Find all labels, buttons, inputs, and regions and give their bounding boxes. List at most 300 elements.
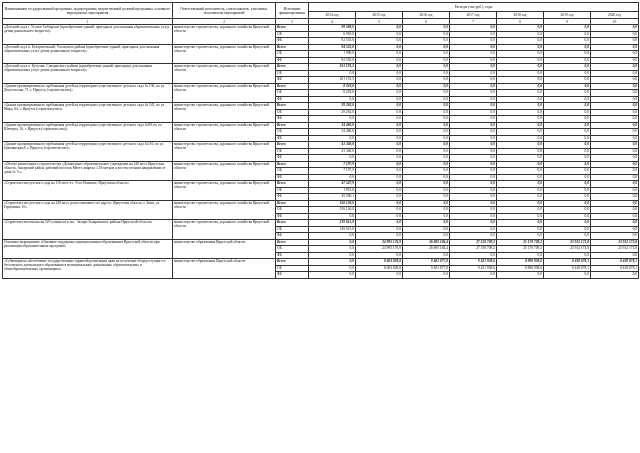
expense-value-cell: 0,0 xyxy=(544,252,591,259)
expense-value-cell: 0,0 xyxy=(356,90,403,97)
expense-value-cell: 0,0 xyxy=(497,220,544,227)
funding-source-cell: ФБ xyxy=(276,116,309,123)
expense-value-cell: 0,0 xyxy=(450,161,497,168)
expense-value-cell: 0,0 xyxy=(497,57,544,64)
expense-value-cell: 92 535,0 xyxy=(309,38,356,45)
expense-value-cell: 24 995 176,9 xyxy=(356,246,403,253)
expense-value-cell: 0,0 xyxy=(591,103,639,110)
expense-value-cell: 0,0 xyxy=(450,220,497,227)
expense-value-cell: 0,0 xyxy=(544,226,591,233)
expense-value-cell: 0,0 xyxy=(356,181,403,188)
funding-source-cell: ОБ xyxy=(276,265,309,272)
funding-source-cell: ФБ xyxy=(276,77,309,84)
expense-value-cell: 0,0 xyxy=(356,148,403,155)
expense-value-cell: 0,0 xyxy=(591,90,639,97)
expense-value-cell: 0,0 xyxy=(403,181,450,188)
expense-value-cell: 0,0 xyxy=(356,220,403,227)
expense-value-cell: 0,0 xyxy=(544,70,591,77)
funding-source-cell: ФБ xyxy=(276,155,309,162)
expense-value-cell: 25 170 709,2 xyxy=(497,246,544,253)
funding-source-cell: ОБ xyxy=(276,207,309,214)
expense-value-cell: 0,0 xyxy=(544,96,591,103)
expense-value-cell: 0,0 xyxy=(497,194,544,201)
activity-name-cell: «Строительство детского сада на 110 мест в г. Усть-Илимске, Иркутская область» xyxy=(3,181,173,201)
header-year: 2014 год xyxy=(309,12,356,19)
expense-value-cell: 0,0 xyxy=(356,272,403,279)
expense-value-cell: 9 481 877,8 xyxy=(403,265,450,272)
expense-value-cell: 0,0 xyxy=(497,129,544,136)
funding-source-cell: ФБ xyxy=(276,213,309,220)
expense-value-cell: 0,0 xyxy=(544,64,591,71)
expense-value-cell: 8 438 878,1 xyxy=(591,259,639,266)
expense-value-cell: 8 890 938,6 xyxy=(497,265,544,272)
expense-value-cell: 0,0 xyxy=(450,187,497,194)
expense-value-cell: 8 438 878,1 xyxy=(591,265,639,272)
expense-value-cell: 0,0 xyxy=(497,168,544,175)
funding-source-cell: Всего xyxy=(276,122,309,129)
expense-value-cell: 0,0 xyxy=(309,174,356,181)
expense-value-cell: 0,0 xyxy=(591,252,639,259)
expense-value-cell: 9 421 938,6 xyxy=(450,265,497,272)
expense-value-cell: 0,0 xyxy=(403,77,450,84)
expense-value-cell: 0,0 xyxy=(403,148,450,155)
expense-value-cell: 0,0 xyxy=(544,38,591,45)
expense-value-cell: 0,0 xyxy=(450,64,497,71)
expense-value-cell: 0,0 xyxy=(403,96,450,103)
expense-value-cell: 9 421 938,6 xyxy=(450,259,497,266)
funding-source-cell: ФБ xyxy=(276,135,309,142)
header-expenses: Расходы (тыс.руб.), годы xyxy=(309,3,639,12)
expense-value-cell: 0,0 xyxy=(544,25,591,32)
funding-source-cell: ОБ xyxy=(276,31,309,38)
funding-source-cell: ОБ xyxy=(276,109,309,116)
funding-source-cell: Всего xyxy=(276,83,309,90)
expense-value-cell: 0,0 xyxy=(356,226,403,233)
expense-value-cell: 0,0 xyxy=(403,109,450,116)
expense-value-cell: 0,0 xyxy=(450,272,497,279)
funding-source-cell: Всего xyxy=(276,200,309,207)
expense-value-cell: 0,0 xyxy=(356,200,403,207)
expense-value-cell: 0,0 xyxy=(591,168,639,175)
funding-source-cell: Всего xyxy=(276,25,309,32)
header-year: 2015 год xyxy=(356,12,403,19)
expense-value-cell: 0,0 xyxy=(450,168,497,175)
funding-source-cell: Всего xyxy=(276,142,309,149)
expense-value-cell: 41 340,0 xyxy=(309,142,356,149)
expense-value-cell: 0,0 xyxy=(544,200,591,207)
expense-value-cell: 0,0 xyxy=(497,226,544,233)
expense-value-cell: 0,0 xyxy=(497,272,544,279)
funding-source-cell: ОБ xyxy=(276,148,309,155)
header-column-number: 7 xyxy=(450,19,497,25)
header-column-number: 8 xyxy=(497,19,544,25)
expense-value-cell: 0,0 xyxy=(309,155,356,162)
expense-value-cell: 27 150 709,2 xyxy=(450,239,497,246)
expense-value-cell: 8 438 878,1 xyxy=(544,265,591,272)
expense-value-cell: 0,0 xyxy=(544,174,591,181)
expense-value-cell: 6 965,0 xyxy=(309,31,356,38)
expense-value-cell: 1 951,8 xyxy=(309,187,356,194)
expense-value-cell: 0,0 xyxy=(356,109,403,116)
expense-value-cell: 0,0 xyxy=(544,168,591,175)
expense-value-cell: 0,0 xyxy=(544,181,591,188)
expense-value-cell: 0,0 xyxy=(450,181,497,188)
expense-value-cell: 0,0 xyxy=(309,272,356,279)
expense-value-cell: 0,0 xyxy=(309,252,356,259)
executor-cell: министерство строительства, дорожного хозяйства Иркутской области xyxy=(173,64,276,84)
expense-value-cell: 0,0 xyxy=(309,239,356,246)
expense-value-cell: 0,0 xyxy=(356,207,403,214)
expense-value-cell: 27 150 709,2 xyxy=(450,246,497,253)
expense-value-cell: 0,0 xyxy=(450,142,497,149)
expense-value-cell: 139 615,8 xyxy=(309,220,356,227)
funding-source-cell: Всего xyxy=(276,181,309,188)
expense-value-cell: 0,0 xyxy=(544,51,591,58)
expense-value-cell: 0,0 xyxy=(403,51,450,58)
expense-value-cell: 0,0 xyxy=(544,44,591,51)
expense-value-cell: 0,0 xyxy=(450,135,497,142)
header-source: Источники финансирования xyxy=(276,3,309,19)
expense-value-cell: 0,0 xyxy=(450,109,497,116)
funding-source-cell: Всего xyxy=(276,259,309,266)
header-column-number: 4 xyxy=(309,19,356,25)
executor-cell: министерство строительства, дорожного хозяйства Иркутской области xyxy=(173,103,276,123)
funding-source-cell: ОБ xyxy=(276,187,309,194)
expense-value-cell: 101 191,5 xyxy=(309,77,356,84)
funding-source-cell: ФБ xyxy=(276,194,309,201)
header-column-number: 3 xyxy=(276,19,309,25)
expense-value-cell: 0,0 xyxy=(356,51,403,58)
executor-cell: министерство образования Иркутской области xyxy=(173,259,276,279)
expense-value-cell: 0,0 xyxy=(497,83,544,90)
expense-value-cell: 0,0 xyxy=(497,25,544,32)
expense-value-cell: 23 912 173,8 xyxy=(544,246,591,253)
expense-value-cell: 0,0 xyxy=(403,129,450,136)
header-name: Наименование государственной программы, подпрограммы, ведомственной целевой программы, основного мероприятия, мероприятия xyxy=(3,3,173,19)
expense-value-cell: 0,0 xyxy=(591,161,639,168)
expense-value-cell: 0,0 xyxy=(544,272,591,279)
header-year: 2016 год xyxy=(403,12,450,19)
activity-name-cell: «Здание кратковременного пребывания детей на территории существующего детского сада № 136, по ул. Депутатская, 71, г. Иркутск (строительство)» xyxy=(3,83,173,103)
executor-cell: министерство строительства, дорожного хозяйства Иркутской области xyxy=(173,25,276,45)
funding-source-cell: ФБ xyxy=(276,233,309,240)
expense-value-cell: 26 695 184,4 xyxy=(403,246,450,253)
activity-name-cell: «Детский сад в п. Белореченский, Усольского района (приобретение зданий, пригодных для оказания образовательных услуг детям дошкольного возраста)» xyxy=(3,44,173,64)
expense-value-cell: 0,0 xyxy=(309,116,356,123)
funding-source-cell: ФБ xyxy=(276,174,309,181)
expense-value-cell: 0,0 xyxy=(356,174,403,181)
expense-value-cell: 0,0 xyxy=(403,38,450,45)
expense-value-cell: 0,0 xyxy=(356,122,403,129)
expense-value-cell: 0,0 xyxy=(591,181,639,188)
funding-source-cell: ОБ xyxy=(276,246,309,253)
expense-value-cell: 0,0 xyxy=(591,70,639,77)
expense-value-cell: 94 525,0 xyxy=(309,44,356,51)
expense-value-cell: 0,0 xyxy=(450,90,497,97)
expense-value-cell: 0,0 xyxy=(591,44,639,51)
expense-value-cell: 0,0 xyxy=(591,194,639,201)
expense-value-cell: 0,0 xyxy=(450,25,497,32)
expense-value-cell: 0,0 xyxy=(591,272,639,279)
funding-source-cell: ФБ xyxy=(276,96,309,103)
expense-value-cell: 0,0 xyxy=(450,38,497,45)
expense-value-cell: 0,0 xyxy=(497,148,544,155)
expense-value-cell: 0,0 xyxy=(544,103,591,110)
expense-value-cell: 0,0 xyxy=(403,161,450,168)
expense-value-cell: 34 460,0 xyxy=(309,129,356,136)
expense-value-cell: 92 535,0 xyxy=(309,57,356,64)
budget-table-sheet xyxy=(2,2,638,279)
expense-value-cell: 0,0 xyxy=(591,83,639,90)
expense-value-cell: 156 126,0 xyxy=(309,200,356,207)
funding-source-cell: Всего xyxy=(276,161,309,168)
activity-name-cell: «Объект капитального строительства «Дошкольное образовательное учреждение на 240 мест Иркутская область, Ангарский район, рабочий поселок Мегет, квартал 1,56 метров к юго-восточном направлении от дома № 7»» xyxy=(3,161,173,181)
expense-value-cell: 0,0 xyxy=(497,200,544,207)
expense-value-cell: 0,0 xyxy=(450,96,497,103)
expense-value-cell: 0,0 xyxy=(450,252,497,259)
expense-value-cell: 0,0 xyxy=(497,207,544,214)
table-body xyxy=(3,25,639,279)
expense-value-cell: 7 197,9 xyxy=(309,168,356,175)
expense-value-cell: 0,0 xyxy=(450,194,497,201)
budget-table xyxy=(2,2,639,279)
expense-value-cell: 0,0 xyxy=(544,83,591,90)
expense-value-cell: 0,0 xyxy=(356,57,403,64)
expense-value-cell: 0,0 xyxy=(309,233,356,240)
expense-value-cell: 0,0 xyxy=(497,181,544,188)
expense-value-cell: 0,0 xyxy=(497,135,544,142)
expense-value-cell: 29 262,0 xyxy=(309,109,356,116)
expense-value-cell: 26 695 184,4 xyxy=(403,239,450,246)
expense-value-cell: 0,0 xyxy=(497,51,544,58)
expense-value-cell: 0,0 xyxy=(591,109,639,116)
funding-source-cell: Всего xyxy=(276,220,309,227)
expense-value-cell: 8 218,0 xyxy=(309,83,356,90)
expense-value-cell: 0,0 xyxy=(544,129,591,136)
expense-value-cell: 0,0 xyxy=(497,187,544,194)
expense-value-cell: 0,0 xyxy=(403,233,450,240)
activity-name-cell: «Детский сад в п. Кутулик, Слюдянского района (приобретение зданий, пригодных для оказания образовательных услуг детям дошкольного возраста)» xyxy=(3,64,173,84)
expense-value-cell: 0,0 xyxy=(497,77,544,84)
expense-value-cell: 0,0 xyxy=(591,96,639,103)
expense-value-cell: 0,0 xyxy=(497,213,544,220)
expense-value-cell: 0,0 xyxy=(544,187,591,194)
expense-value-cell: 0,0 xyxy=(450,57,497,64)
expense-value-cell: 0,0 xyxy=(544,142,591,149)
expense-value-cell: 0,0 xyxy=(403,44,450,51)
expense-value-cell: 0,0 xyxy=(403,220,450,227)
expense-value-cell: 0,0 xyxy=(591,187,639,194)
expense-value-cell: 0,0 xyxy=(591,155,639,162)
expense-value-cell: 0,0 xyxy=(403,155,450,162)
expense-value-cell: 0,0 xyxy=(403,187,450,194)
expense-value-cell: 0,0 xyxy=(544,155,591,162)
expense-value-cell: 0,0 xyxy=(450,116,497,123)
expense-value-cell: 0,0 xyxy=(544,161,591,168)
expense-value-cell: 0,0 xyxy=(356,77,403,84)
expense-value-cell: 9 481 877,8 xyxy=(403,259,450,266)
expense-value-cell: 0,0 xyxy=(497,31,544,38)
funding-source-cell: Всего xyxy=(276,64,309,71)
funding-source-cell: ОБ xyxy=(276,168,309,175)
header-year: 2017 год xyxy=(450,12,497,19)
expense-value-cell: 0,0 xyxy=(497,64,544,71)
expense-value-cell: 0,0 xyxy=(544,135,591,142)
expense-value-cell: 0,0 xyxy=(450,77,497,84)
expense-value-cell: 0,0 xyxy=(403,64,450,71)
expense-value-cell: 0,0 xyxy=(591,122,639,129)
expense-value-cell: 0,0 xyxy=(591,233,639,240)
expense-value-cell: 0,0 xyxy=(403,174,450,181)
expense-value-cell: 0,0 xyxy=(450,200,497,207)
expense-value-cell: 101 191,5 xyxy=(309,64,356,71)
expense-value-cell: 8 438 878,1 xyxy=(544,259,591,266)
header-year: 2020 год xyxy=(591,12,639,19)
expense-value-cell: 0,0 xyxy=(591,31,639,38)
expense-value-cell: 0,0 xyxy=(356,155,403,162)
expense-value-cell: 0,0 xyxy=(356,135,403,142)
expense-value-cell: 25 178 709,2 xyxy=(497,239,544,246)
expense-value-cell: 0,0 xyxy=(497,155,544,162)
expense-value-cell: 0,0 xyxy=(450,83,497,90)
expense-value-cell: 0,0 xyxy=(497,38,544,45)
funding-source-cell: ОБ xyxy=(276,51,309,58)
expense-value-cell: 0,0 xyxy=(450,155,497,162)
expense-value-cell: 0,0 xyxy=(497,116,544,123)
expense-value-cell: 0,0 xyxy=(356,168,403,175)
expense-value-cell: 0,0 xyxy=(356,142,403,149)
expense-value-cell: 0,0 xyxy=(544,57,591,64)
expense-value-cell: 0,0 xyxy=(309,135,356,142)
expense-value-cell: 0,0 xyxy=(309,259,356,266)
expense-value-cell: 0,0 xyxy=(356,38,403,45)
expense-value-cell: 0,0 xyxy=(591,57,639,64)
executor-cell: министерство строительства, дорожного хозяйства Иркутской области xyxy=(173,122,276,142)
header-year: 2018 год xyxy=(497,12,544,19)
expense-value-cell: 0,0 xyxy=(497,96,544,103)
expense-value-cell: 0,0 xyxy=(591,200,639,207)
expense-value-cell: 0,0 xyxy=(403,57,450,64)
funding-source-cell: Всего xyxy=(276,44,309,51)
header-column-number: 2 xyxy=(173,19,276,25)
expense-value-cell: 0,0 xyxy=(356,252,403,259)
expense-value-cell: 0,0 xyxy=(591,135,639,142)
expense-value-cell: 0,0 xyxy=(450,51,497,58)
executor-cell: министерство строительства, дорожного хозяйства Иркутской области xyxy=(173,200,276,220)
funding-source-cell: Всего xyxy=(276,103,309,110)
expense-value-cell: 0,0 xyxy=(497,109,544,116)
expense-value-cell: 0,0 xyxy=(497,70,544,77)
expense-value-cell: 156 126,0 xyxy=(309,207,356,214)
activity-name-cell: «Субвенция на обеспечение государственных гарантий реализации прав на получение общедоступного и бесплатного дошкольного образования в муниципальных дошкольных образовательных и общеобразовательных организациях» xyxy=(3,259,173,279)
expense-value-cell: 0,0 xyxy=(591,148,639,155)
activity-name-cell: «Детский сад в г. Усолье-Сибирское (приобретение зданий, пригодных для оказания образовательных услуг детям дошкольного возраста)» xyxy=(3,25,173,45)
executor-cell: министерство образования Иркутской области xyxy=(173,239,276,259)
expense-value-cell: 0,0 xyxy=(544,31,591,38)
expense-value-cell: 0,0 xyxy=(450,129,497,136)
expense-value-cell: 0,0 xyxy=(403,207,450,214)
expense-value-cell: 1 990,0 xyxy=(309,51,356,58)
expense-value-cell: 0,0 xyxy=(309,246,356,253)
executor-cell: министерство строительства, дорожного хозяйства Иркутской области xyxy=(173,161,276,181)
funding-source-cell: ОБ xyxy=(276,129,309,136)
expense-value-cell: 0,0 xyxy=(497,44,544,51)
expense-value-cell: 0,0 xyxy=(591,116,639,123)
expense-value-cell: 0,0 xyxy=(497,90,544,97)
expense-value-cell: 139 615,8 xyxy=(309,226,356,233)
expense-value-cell: 8 603 828,8 xyxy=(356,259,403,266)
expense-value-cell: 0,0 xyxy=(356,31,403,38)
expense-value-cell: 0,0 xyxy=(403,25,450,32)
expense-value-cell: 0,0 xyxy=(403,116,450,123)
expense-value-cell: 0,0 xyxy=(356,129,403,136)
expense-value-cell: 0,0 xyxy=(403,213,450,220)
expense-value-cell: 47 547,9 xyxy=(309,181,356,188)
expense-value-cell: 0,0 xyxy=(497,233,544,240)
funding-source-cell: ФБ xyxy=(276,57,309,64)
expense-value-cell: 0,0 xyxy=(403,226,450,233)
expense-value-cell: 0,0 xyxy=(591,77,639,84)
header-year: 2019 год xyxy=(544,12,591,19)
expense-value-cell: 0,0 xyxy=(497,103,544,110)
expense-value-cell: 0,0 xyxy=(403,31,450,38)
expense-value-cell: 0,0 xyxy=(544,220,591,227)
expense-value-cell: 0,0 xyxy=(591,142,639,149)
expense-value-cell: 0,0 xyxy=(591,129,639,136)
expense-value-cell: 45 596,1 xyxy=(309,194,356,201)
expense-value-cell: 0,0 xyxy=(403,135,450,142)
expense-value-cell: 0,0 xyxy=(591,226,639,233)
expense-value-cell: 0,0 xyxy=(356,25,403,32)
expense-value-cell: 0,0 xyxy=(544,77,591,84)
expense-value-cell: 8 890 938,6 xyxy=(497,259,544,266)
activity-name-cell: «Строительство школы на 520 учащихся в пос. Залари Заларинского района Иркутской области» xyxy=(3,220,173,240)
header-column-number: 1 xyxy=(3,19,173,25)
header-column-number: 10 xyxy=(591,19,639,25)
expense-value-cell: 0,0 xyxy=(591,38,639,45)
expense-value-cell: 0,0 xyxy=(497,142,544,149)
expense-value-cell: 0,0 xyxy=(403,252,450,259)
header-column-number: 5 xyxy=(356,19,403,25)
expense-value-cell: 0,0 xyxy=(309,70,356,77)
activity-name-cell: «Здание кратковременного пребывания детей на территории существующего детского сада №116, по ул. Цимлянская,8, г. Иркутск (строительство)» xyxy=(3,142,173,162)
expense-value-cell: 0,0 xyxy=(450,31,497,38)
expense-value-cell: 0,0 xyxy=(497,174,544,181)
expense-value-cell: 0,0 xyxy=(356,64,403,71)
expense-value-cell: 23 912 173,8 xyxy=(591,239,639,246)
expense-value-cell: 0,0 xyxy=(591,213,639,220)
funding-source-cell: ОБ xyxy=(276,70,309,77)
expense-value-cell: 23 912 173,8 xyxy=(591,246,639,253)
funding-source-cell: ФБ xyxy=(276,252,309,259)
expense-value-cell: 0,0 xyxy=(544,194,591,201)
funding-source-cell: ОБ xyxy=(276,90,309,97)
expense-value-cell: 0,0 xyxy=(356,44,403,51)
funding-source-cell: ОБ xyxy=(276,226,309,233)
expense-value-cell: 0,0 xyxy=(356,70,403,77)
expense-value-cell: 0,0 xyxy=(544,109,591,116)
expense-value-cell: 0,0 xyxy=(497,122,544,129)
expense-value-cell: 0,0 xyxy=(403,70,450,77)
activity-name-cell: «Здание кратковременного пребывания детей на территории существующего детского сада №90, по ул. Шевчука, 16, г. Иркутск (строительство)» xyxy=(3,122,173,142)
expense-value-cell: 0,0 xyxy=(356,187,403,194)
expense-value-cell: 0,0 xyxy=(450,226,497,233)
expense-value-cell: 0,0 xyxy=(450,70,497,77)
expense-value-cell: 0,0 xyxy=(450,44,497,51)
expense-value-cell: 0,0 xyxy=(403,122,450,129)
expense-value-cell: 8 218,0 xyxy=(309,90,356,97)
executor-cell: министерство строительства, дорожного хозяйства Иркутской области xyxy=(173,220,276,240)
